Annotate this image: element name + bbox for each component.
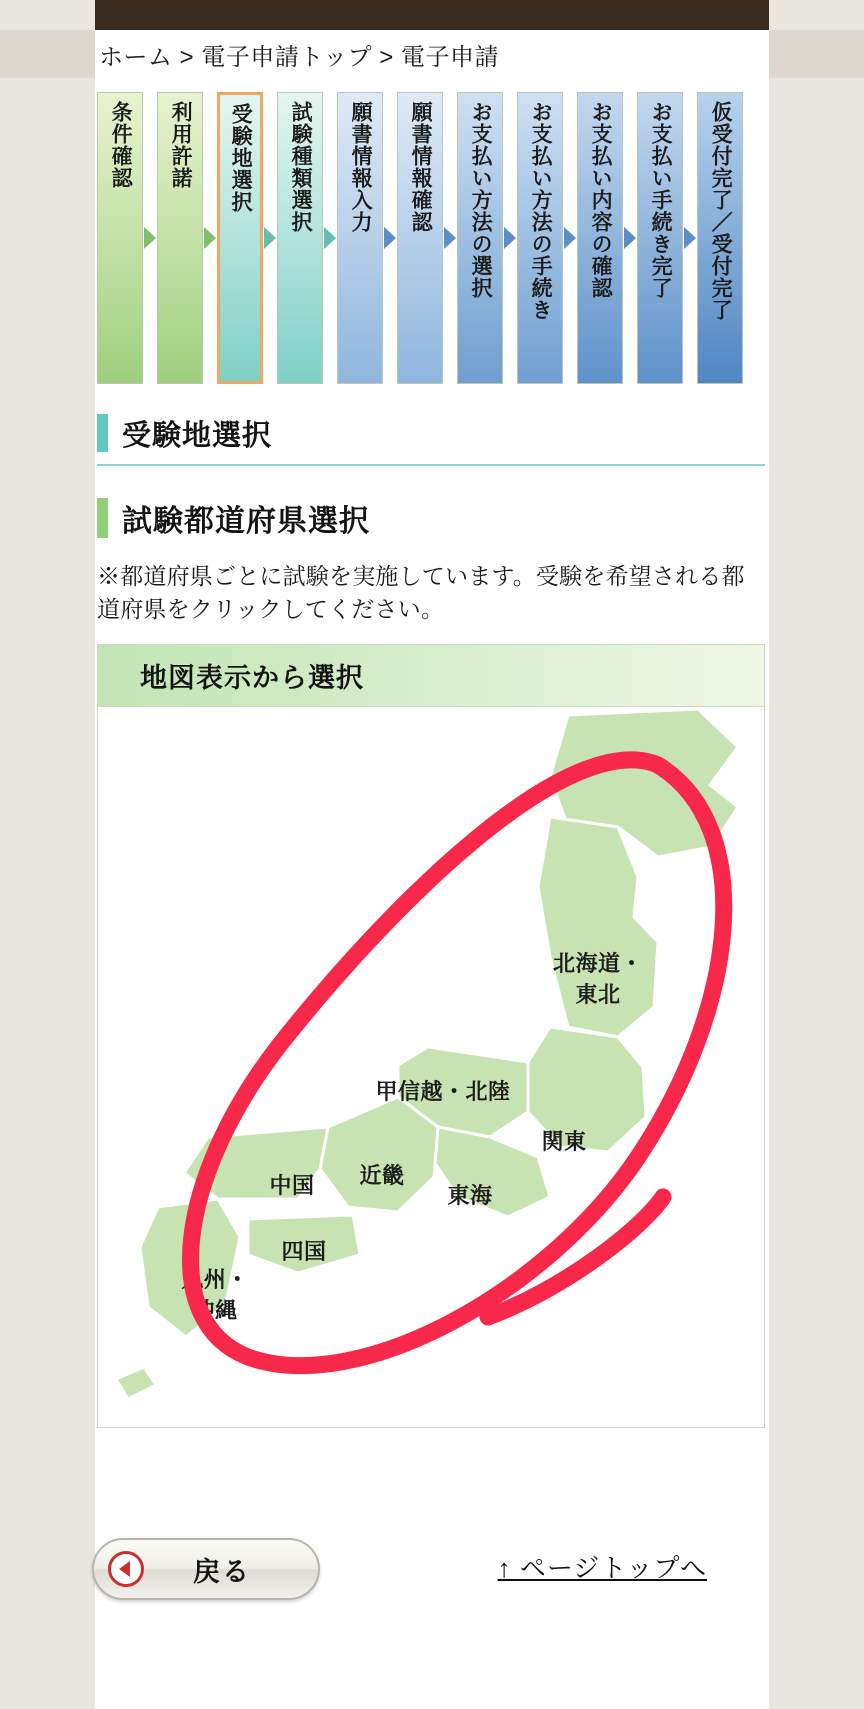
step-arrow-icon-7 [563, 92, 577, 384]
back-button-label: 戻る [193, 1556, 251, 1587]
step-item-wrap-4 [337, 92, 397, 384]
step-label-10: 仮受付完了／受付完了 [709, 101, 733, 321]
step-item-10[interactable] [697, 92, 743, 384]
page-top-link-label: ↑ ページトップへ [497, 1553, 707, 1583]
page-gutter-right [769, 0, 864, 1709]
step-item-wrap-1 [157, 92, 217, 384]
step-item-3[interactable] [277, 92, 323, 384]
step-item-wrap-6 [457, 92, 517, 384]
map-panel-header [98, 645, 764, 707]
map-region-label-kanto[interactable]: 関東 [541, 1129, 587, 1154]
step-item-wrap-5 [397, 92, 457, 384]
map-region-label-koshinetsu-hokuriku[interactable]: 甲信越・北陸 [375, 1079, 511, 1104]
step-label-7: お支払い方法の手続き [529, 101, 553, 321]
step-item-wrap-10 [697, 92, 743, 384]
section-accent-bar [97, 414, 108, 452]
subsection-title-section [97, 488, 765, 548]
step-item-9[interactable] [637, 92, 683, 384]
step-arrow-icon-5 [443, 92, 457, 384]
step-item-wrap-7 [517, 92, 577, 384]
step-item-wrap-2 [217, 92, 277, 384]
step-item-1[interactable] [157, 92, 203, 384]
map-region-label-kyushu-okinawa[interactable] [160, 1263, 270, 1325]
step-arrow-icon-2 [263, 92, 277, 384]
step-item-7[interactable] [517, 92, 563, 384]
step-label-2: 受験地選択 [229, 103, 253, 213]
breadcrumb[interactable]: ホーム > 電子申請トップ > 電子申請 [99, 43, 499, 71]
page-title: 受験地選択 [122, 419, 273, 452]
page-content [95, 0, 769, 1709]
map-region-label-shikoku[interactable]: 四国 [281, 1239, 327, 1264]
step-arrow-icon-4 [383, 92, 397, 384]
step-item-0[interactable] [97, 92, 143, 384]
step-label-4: 願書情報入力 [349, 101, 373, 233]
step-item-5[interactable] [397, 92, 443, 384]
gutter-band-right [769, 30, 864, 78]
step-arrow-icon-9 [683, 92, 697, 384]
page-title-section [97, 402, 765, 466]
japan-map[interactable] [98, 707, 764, 1427]
step-label-9: お支払い手続き完了 [649, 101, 673, 299]
step-arrow-icon-3 [323, 92, 337, 384]
step-arrow-icon-6 [503, 92, 517, 384]
step-item-wrap-9 [637, 92, 697, 384]
subsection-accent-bar [97, 498, 108, 538]
progress-step-flow [97, 92, 765, 392]
step-item-wrap-8 [577, 92, 637, 384]
step-arrow-icon-0 [143, 92, 157, 384]
site-header-bar [95, 0, 769, 30]
step-label-5: 願書情報確認 [409, 101, 433, 233]
map-region-label-line1: 北海道・ [552, 951, 643, 976]
instruction-note: ※都道府県ごとに試験を実施しています。受験を希望される都道府県をクリックしてください。 [97, 563, 745, 623]
step-label-1: 利用許諾 [169, 101, 193, 189]
map-panel-title: 地図表示から選択 [140, 663, 364, 693]
back-arrow-icon [108, 1551, 144, 1587]
gutter-band-left [0, 30, 95, 78]
step-item-wrap-0 [97, 92, 157, 384]
step-item-wrap-3 [277, 92, 337, 384]
step-label-8: お支払い内容の確認 [589, 101, 613, 299]
step-arrow-icon-8 [623, 92, 637, 384]
map-region-label-tokai[interactable]: 東海 [447, 1183, 493, 1208]
step-item-4[interactable] [337, 92, 383, 384]
step-label-3: 試験種類選択 [289, 101, 313, 233]
step-item-2-current[interactable] [217, 92, 263, 384]
map-region-label-kinki[interactable]: 近畿 [359, 1163, 405, 1188]
step-label-6: お支払い方法の選択 [469, 101, 493, 299]
page-top-link[interactable] [498, 1548, 707, 1585]
step-label-0: 条件確認 [109, 101, 133, 189]
subsection-title: 試験都道府県選択 [122, 505, 370, 538]
back-button[interactable] [92, 1538, 320, 1600]
step-item-8[interactable] [577, 92, 623, 384]
map-region-label-hokkaido-tohoku[interactable] [528, 947, 668, 1009]
step-item-6[interactable] [457, 92, 503, 384]
map-region-label-line2: 東北 [575, 982, 621, 1007]
page-gutter-left [0, 0, 95, 1709]
region-shape-okinawa [116, 1367, 156, 1399]
map-region-label-line2: 沖縄 [192, 1298, 238, 1323]
map-region-label-chugoku[interactable]: 中国 [269, 1173, 315, 1198]
map-selection-panel [97, 644, 765, 1428]
step-arrow-icon-1 [203, 92, 217, 384]
map-region-label-line1: 九州・ [181, 1267, 249, 1292]
